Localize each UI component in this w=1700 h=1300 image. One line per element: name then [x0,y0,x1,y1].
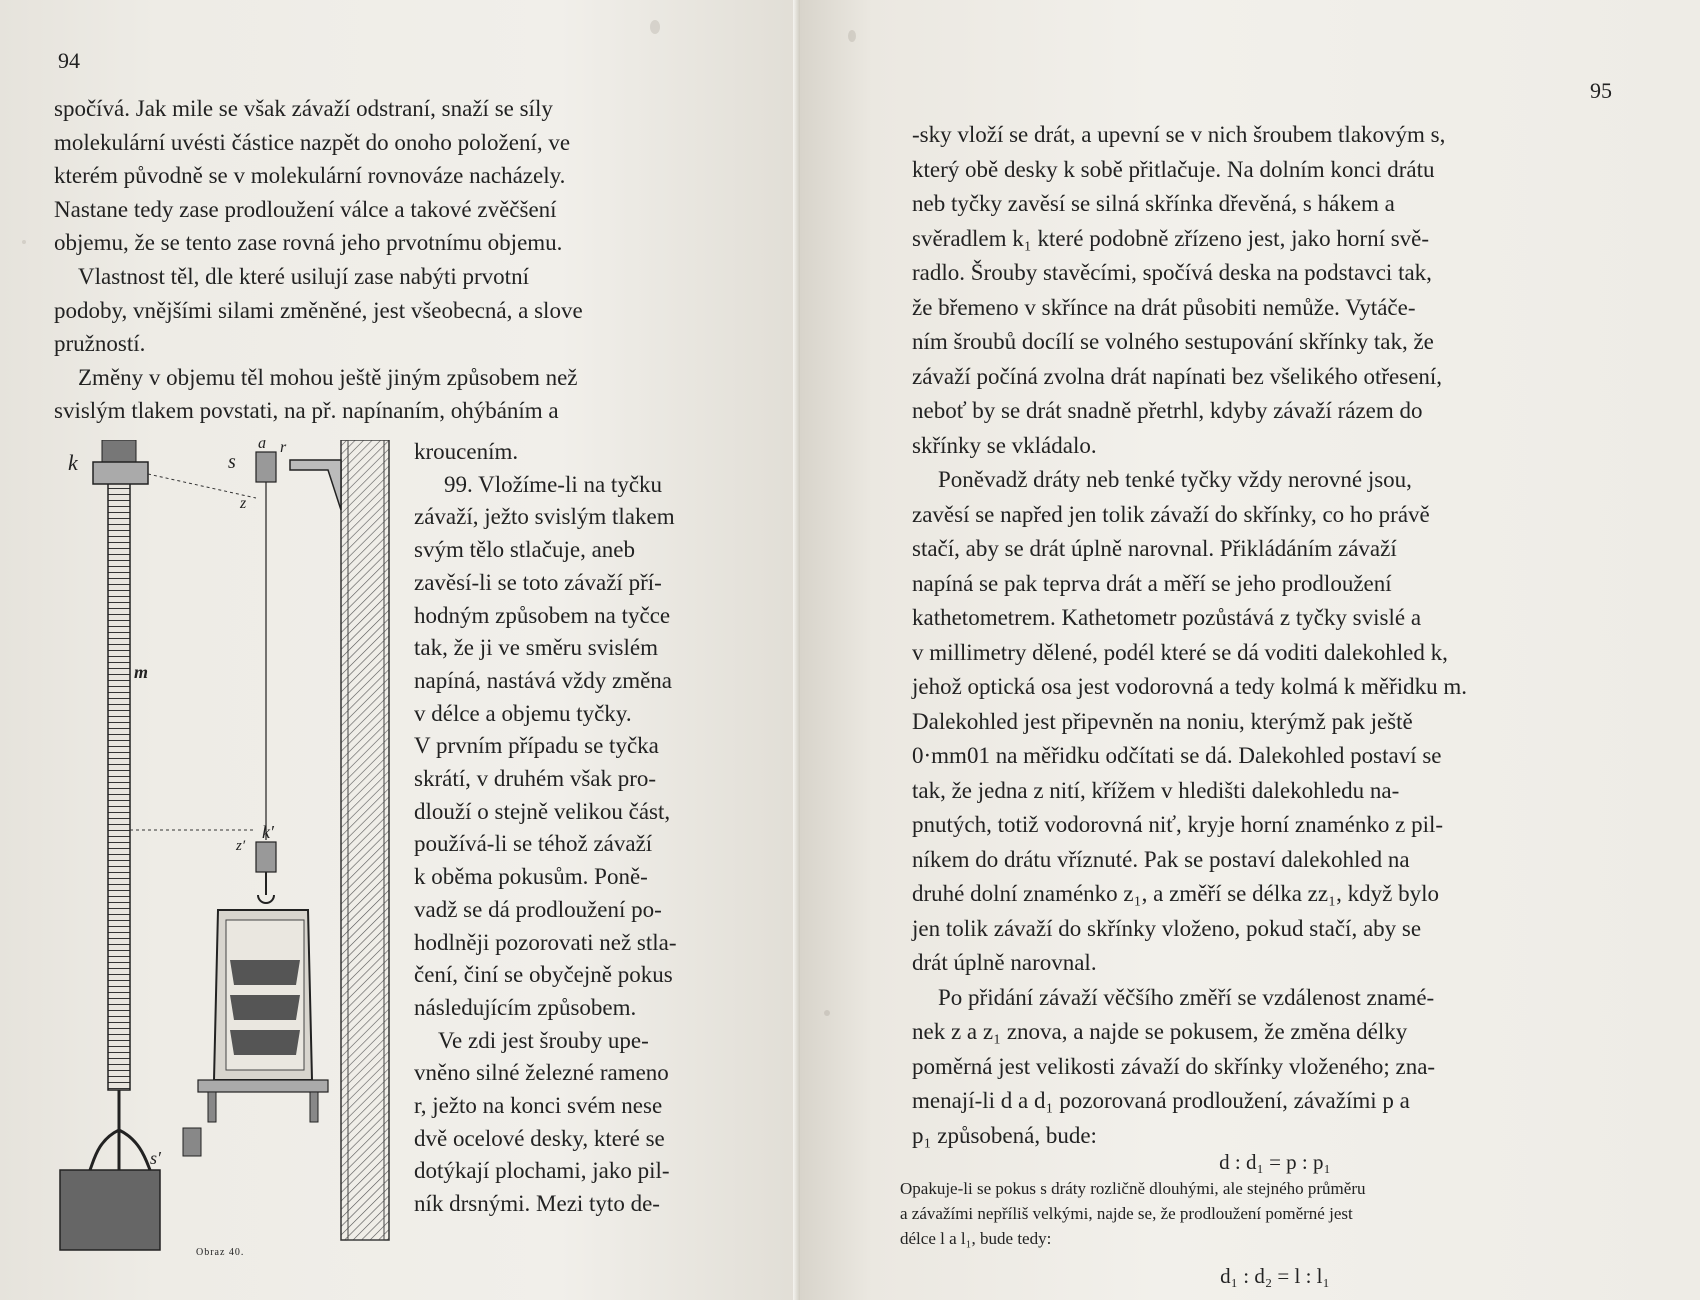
left-page-number: 94 [58,48,80,73]
text-line: Změny v objemu těl mohou ještě jiným způsobem než [78,364,578,390]
text-line: používá-li se téhož závaží [414,831,653,857]
text-line: nek z a z₁ znova, a najde se pokusem, že změna délky [912,1019,1408,1044]
label-d: d [258,440,266,452]
iron-arm [290,460,341,510]
text-line: k oběma pokusům. Poně- [414,864,648,890]
label-r: r [280,440,287,456]
text-line: v millimetry dělené, podél které se dá voditi dalekohled k, [912,639,1448,665]
text-line: který obě desky k sobě přitlačuje. Na dolním konci drátu [912,156,1435,182]
text-line: jen tolik závaží do skřínky vloženo, pokud stačí, aby se [912,915,1422,941]
text-line: jehož optická osa jest vodorovná a tedy kolmá k měřidku m. [912,674,1468,699]
text-line: drát úplně narovnal. [912,950,1097,975]
text-line: p₁ způsobená, bude: [912,1122,1097,1148]
text-line: Po přidání závaží věčšího změří se vzdálenost znamé- [938,984,1435,1010]
text-line: ník drsnými. Mezi tyto de- [414,1191,660,1217]
text-line: dlouží o stejně velikou část, [414,798,671,824]
pedestal [60,1170,160,1250]
text-line: že břemeno v skřínce na drát působiti nemůže. Vytáče- [912,294,1416,320]
text-line: dvě ocelové desky, které se [414,1125,665,1151]
label-k1: k′ [262,822,274,842]
text-line: svěradlem k₁ které podobně zřízeno jest, jako horní svě- [912,225,1430,251]
text-line: hodným způsobem na tyčce [414,602,671,628]
text-line: v délce a objemu tyčky. [414,700,632,726]
text-line: závaží, ježto svislým tlakem [414,504,675,530]
label-s1: s′ [150,1148,161,1168]
text-line: pružností. [54,331,146,357]
label-z1: z′ [236,838,246,854]
text-line: -sky vloží se drát, a upevní se v nich šroubem tlakovým s, [912,122,1446,147]
text-line: Ve zdi jest šrouby upe- [438,1027,649,1053]
formula-length: d₁ : d₂ = l : l₁ [1220,1264,1330,1288]
page-stain [22,240,26,244]
text-line: 0·mm01 na měřidku odčítati se dá. Dalekohled postaví se [912,743,1442,768]
text-line: pnutých, totiž vodorovná niť, kryje horní znaménko z pil- [912,812,1444,837]
label-s: s [228,451,236,473]
text-line: hodlněji pozorovati než stla- [414,929,677,955]
telescope [93,462,148,484]
text-line: svým tělo stlačuje, aneb [414,537,635,563]
text-line: neb tyčky zavěsí se silná skřínka dřevěná, s hákem a [912,191,1395,216]
text-line: Nastane tedy zase prodloužení válce a takové zvěčšení [54,196,557,222]
text-line: poměrná jest velikosti závaží do skřínky vloženého; zna- [912,1053,1436,1079]
text-line: dotýkají plochami, jako pil- [414,1158,670,1184]
text-line: V prvním případu se tyčka [414,733,659,759]
text-line: vněno silné železné rameno [414,1060,669,1086]
left-column-paragraph [414,436,714,1221]
text-line: r, ježto na konci svém nese [414,1093,663,1119]
text-line: a závažími nepříliš velkými, najde se, že prodloužení poměrné jest [900,1204,1353,1223]
text-line: spočívá. Jak mile se však závaží odstraní, snaží se síly [54,96,553,121]
text-line: kathetometrem. Kathetometr pozůstává z tyčky svislé a [912,605,1422,630]
text-line: ním šroubů docílí se volného sestupování skřínky tak, že [912,329,1434,354]
text-line: napíná se pak teprva drát a měří se jeho prodloužení [912,570,1392,596]
text-line: podoby, vnějšími silami změněné, jest všeobecná, a slove [54,297,583,323]
text-line: délce l a l₁, bude tedy: [900,1229,1052,1248]
measuring-rod [108,460,130,1090]
text-line: Opakuje-li se pokus s dráty rozličně dlouhými, ale stejného průměru [900,1179,1366,1198]
text-line: kterém původně se v molekulární rovnováze nacházely. [54,163,566,189]
text-line: níkem do drátu vříznuté. Pak se postaví dalekohled na [912,846,1410,872]
text-line: Dalekohled jest připevněn na noniu, kterýmž pak ještě [912,708,1413,734]
text-line: Vlastnost těl, dle které usilují zase nabýti prvotní [78,263,529,289]
text-line: závaží počíná zvolna drát napínati bez všelikého otřesení, [912,363,1443,389]
text-line: radlo. Šrouby stavěcími, spočívá deska na podstavci tak, [912,260,1432,285]
small-print-paragraph [900,1176,1600,1251]
left-page [0,0,800,1300]
text-line: svislým tlakem povstati, na př. napínaním, ohýbáním a [54,398,559,424]
text-line: Poněvadž dráty neb tenké tyčky vždy nerovné jsou, [938,467,1412,492]
text-line: neboť by se drát snadně přetrhl, kdyby závaží rázem do [912,398,1423,423]
text-line: molekulární uvésti částice nazpět do onoho položení, ve [54,129,571,155]
right-page [800,0,1700,1300]
text-line: skřínky se vkládalo. [912,432,1097,458]
label-k: k [68,450,78,475]
text-line: objemu, že se tento zase rovná jeho prvotnímu objemu. [54,230,563,256]
label-m: m [134,662,149,682]
text-line: zavěsí-li se toto závaží pří- [414,569,662,595]
text-line: kroucením. [414,439,519,464]
text-line: následujícím způsobem. [414,994,637,1020]
text-line: tak, že ji ve směru svislém [414,635,658,661]
text-line: tak, že jedna z nití, křížem v hledišti dalekohledu na- [912,777,1400,803]
formula-proportion: d : d₁ = p : p₁ [1219,1150,1331,1174]
text-line: 99. Vložíme-li na tyčku [444,471,663,497]
figure-caption: Obraz 40. [196,1247,245,1258]
text-line: stačí, aby se drát úplně narovnal. Přikládáním závaží [912,536,1397,561]
page-stain [848,30,856,42]
apparatus-illustration [58,440,413,1255]
right-main-text [912,118,1602,1153]
apparatus-figure [58,440,413,1255]
text-line: vadž se dá prodloužení po- [414,896,662,922]
text-line: menají-li d a d₁ pozorovaná prodloužení, závažími p a [912,1088,1410,1113]
text-line: zavěsí se napřed jen tolik závaží do skřínky, co ho právě [912,501,1430,527]
text-line: čení, činí se obyčejně pokus [414,962,673,988]
page-stain [650,20,660,34]
right-page-number: 95 [1590,78,1612,103]
text-line: druhé dolní znaménko z₁, a změří se délka zz₁, když bylo [912,881,1439,906]
page-stain [824,1010,830,1016]
text-line: skrátí, v druhém však pro- [414,766,657,792]
left-top-paragraph [54,92,726,428]
text-line: napíná, nastává vždy změna [414,667,672,693]
label-z: z [240,495,247,512]
